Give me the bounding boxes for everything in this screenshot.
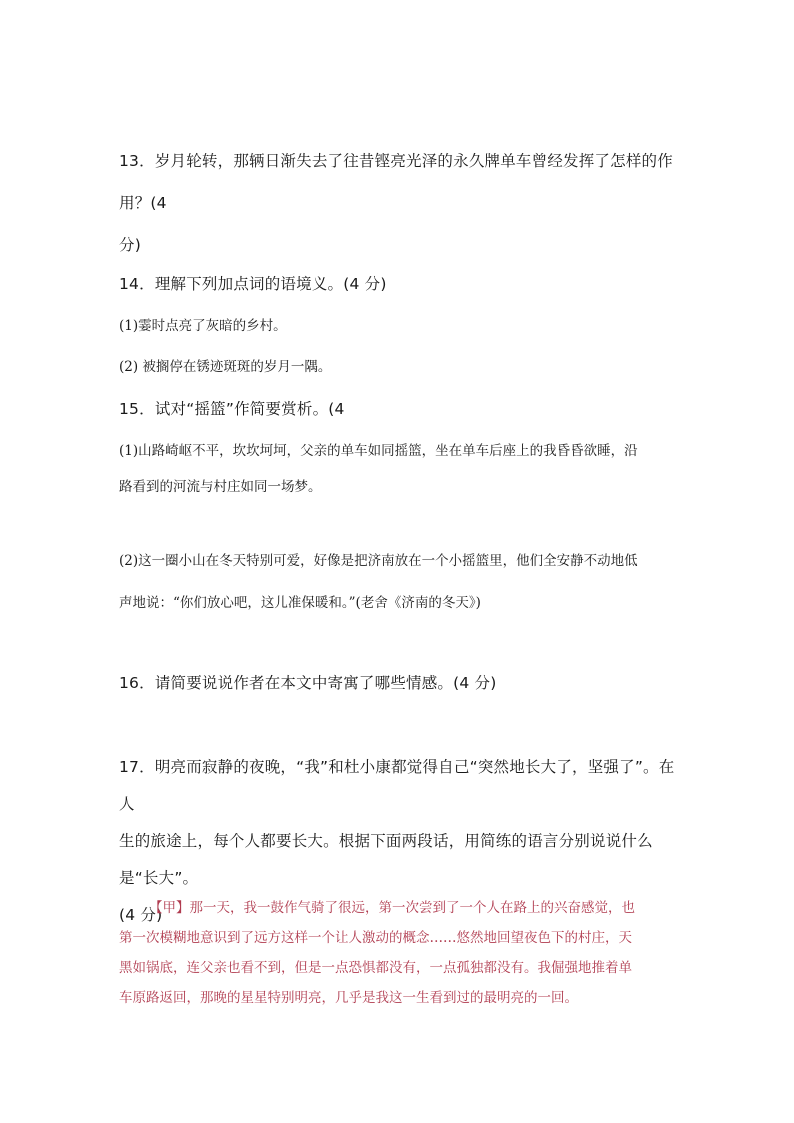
passage-jia-line-1: 【甲】那一天，我一鼓作气骑了很远，第一次尝到了一个人在路上的兴奋感觉，也 (149, 900, 635, 916)
question-15-item-2-line-2: 声地说：“你们放心吧，这儿准保暖和。”(老舍《济南的冬天》) (119, 595, 481, 611)
passage-jia-line-4: 车原路返回，那晚的星星特别明亮，几乎是我这一生看到过的最明亮的一回。 (119, 990, 578, 1006)
question-17-line-1: 17．明亮而寂静的夜晚，“我”和杜小康都觉得自己“突然地长大了，坚强了”。在人 (119, 758, 675, 813)
question-13 (119, 140, 684, 266)
question-13-line-2: 分) (119, 236, 141, 254)
question-15-item-1-line-2: 路看到的河流与村庄如同一场梦。 (119, 479, 322, 495)
question-14-item-2: (2) 被搁停在锈迹斑斑的岁月一隅。 (119, 359, 332, 375)
question-17-line-2: 生的旅途上，每个人都要长大。根据下面两段话，用简练的语言分别说说什么是“长大”。 (119, 832, 653, 887)
question-14-item-1: (1)霎时点亮了灰暗的乡村。 (119, 318, 287, 334)
question-15-item-1-line-1: (1)山路崎岖不平，坎坎坷坷，父亲的单车如同摇篮，坐在单车后座上的我昏昏欲睡，沿 (119, 443, 638, 459)
question-14-title: 14．理解下列加点词的语境义。(4 分) (119, 275, 387, 293)
passage-jia-line-3: 黑如锅底，连父亲也看不到，但是一点恐惧都没有，一点孤独都没有。我倔强地推着单 (119, 960, 632, 976)
question-15-item-2-line-1: (2)这一圈小山在冬天特别可爱，好像是把济南放在一个小摇篮里，他们全安静不动地低 (119, 553, 638, 569)
passage-jia (119, 893, 689, 1013)
passage-jia-line-2: 第一次模糊地意识到了远方这样一个让人激动的概念……悠然地回望夜色下的村庄，天 (119, 930, 632, 946)
question-17-line-3: (4 分) (119, 906, 163, 924)
question-16-title: 16．请简要说说作者在本文中寄寓了哪些情感。(4 分) (119, 674, 497, 692)
question-15-item-1 (119, 433, 684, 505)
question-15-item-2 (119, 540, 684, 624)
question-13-line-1: 13．岁月轮转，那辆日渐失去了往昔铿亮光泽的永久牌单车曾经发挥了怎样的作用？(4 (119, 152, 673, 212)
question-15-title: 15．试对“摇篮”作简要赏析。(4 (119, 400, 345, 418)
